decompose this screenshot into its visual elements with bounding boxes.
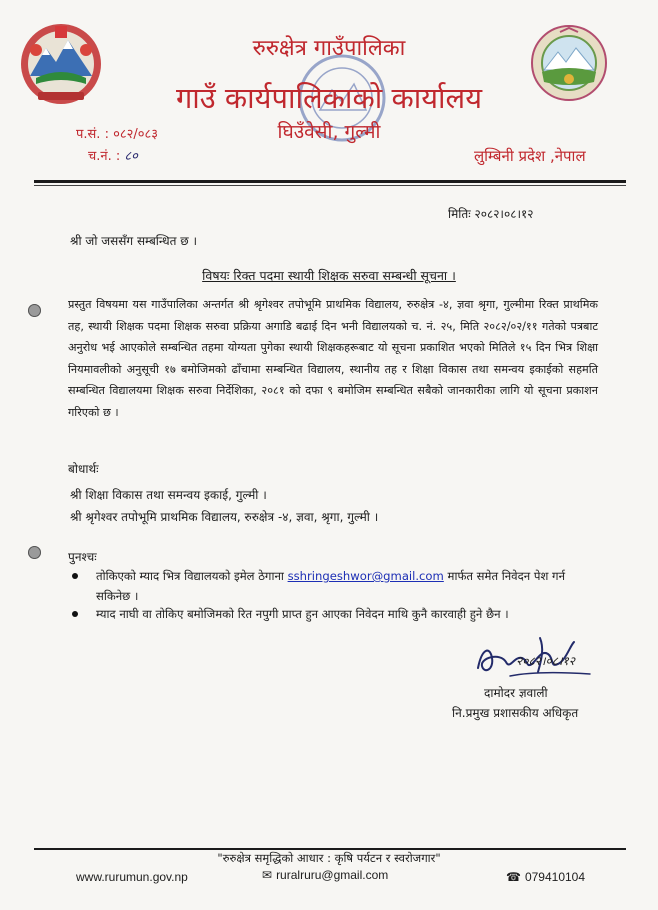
office-location: घिउँवेसी, गुल्मी: [277, 121, 381, 143]
signature-date: २०८२।०८।१२: [516, 654, 576, 668]
addressee: श्री जो जससँग सम्बन्धित छ ।: [70, 234, 198, 248]
header-divider: [34, 180, 626, 183]
reference-number: प.सं. : ०८२/०८३: [76, 127, 159, 142]
note-text: तोकिएको म्याद भित्र विद्यालयको इमेल ठेगाना: [96, 569, 288, 583]
dispatch-number-label: च.नं. :: [88, 149, 121, 164]
note-text: म्याद नाघी वा तोकिए बमोजिमको रित नपुगी प्राप्त हुन आएका निवेदन माथि कुनै कारवाही हुने छैन ।: [96, 607, 509, 621]
cc-recipient: श्री शिक्षा विकास तथा समन्वय इकाई, गुल्मी ।: [70, 488, 267, 502]
footer-motto: "रुरुक्षेत्र समृद्धिको आधार : कृषि पर्यटन र स्वरोजगार": [217, 851, 441, 865]
school-email-link[interactable]: sshringeshwor@gmail.com: [287, 569, 444, 583]
postscript-note: [96, 566, 602, 606]
footer-divider: [34, 848, 626, 850]
province-label: लुम्बिनी प्रदेश ,नेपाल: [474, 147, 586, 165]
footer-phone-number: 079410104: [524, 870, 586, 884]
letter-body: प्रस्तुत विषयमा यस गाउँपालिका अन्तर्गत श्री श्रृगेश्वर तपोभूमि प्राथमिक विद्यालय, रुरुक्षेत्र -४, ज्ञवा श्रृगा, गुल्मीमा रिक्त प्राथमिक तह, स्थायी शिक्षक पदमा शिक्षक सरुवा प्रक्रिया अगाडि बढाई दिन भनी विद्यालयको च. नं. २५, मिति २०८२/०२/११ गतेको पत्रबाट अनुरोध भई आएकोले सम्बन्धित तहमा योग्यता पुगेका स्थायी शिक्षकहरूबाट यो सूचना प्रकाशित भएको मितिले १५ दिन भित्र शिक्षा नियमावलीको अनुसूची १७ बमोजिमको ढाँचामा सम्बन्धित विद्यालय, स्थानीय तह र शिक्षा विकास तथा समन्वय इकाईको सहमति सम्बन्धित विद्यालयमा शिक्षक सरुवा निर्देशिका, २०८१ को दफा ९ बमोजिम सम्बन्धित सबैको जानकारीका लागि यो सूचना प्रकाशन गरिएको छ ।: [68, 298, 598, 419]
dispatch-number-value: ८०: [124, 149, 138, 164]
cc-recipient: श्री श्रृगेश्वर तपोभूमि प्राथमिक विद्यालय, रुरुक्षेत्र -४, ज्ञवा, श्रृगा, गुल्मी ।: [70, 510, 379, 524]
footer-email[interactable]: [262, 868, 388, 882]
telephone-icon: ☎: [506, 870, 521, 884]
postscript-label: पुनश्चः: [68, 550, 97, 564]
letter-date: मितिः २०८२।०८।१२: [448, 207, 534, 221]
bullet-icon: [72, 573, 78, 579]
punch-hole-top: [28, 304, 41, 317]
letter-subject: विषयः रिक्त पदमा स्थायी शिक्षक सरुवा सम्बन्धी सूचना ।: [202, 268, 456, 283]
municipality-name: रुरुक्षेत्र गाउँपालिका: [252, 36, 406, 61]
note-text: मार्फत समेत निवेदन पेश गर्न सकिनेछ ।: [96, 569, 566, 603]
envelope-icon: ✉: [262, 868, 273, 882]
bullet-icon: [72, 611, 78, 617]
signer-name: दामोदर ज्ञवाली: [484, 686, 548, 700]
office-name: गाउँ कार्यपालिकाको कार्यालय: [175, 81, 483, 115]
dispatch-number-row: [88, 146, 138, 164]
postscript-note: [96, 604, 602, 624]
footer-phone: [506, 870, 585, 884]
header-divider-thin: [34, 185, 626, 186]
footer-email-address: ruralruru@gmail.com: [276, 868, 389, 882]
signer-title: नि.प्रमुख प्रशासकीय अधिकृत: [452, 706, 579, 720]
bodharth-label: बोधार्थः: [68, 462, 99, 476]
footer-website[interactable]: www.rurumun.gov.np: [76, 870, 188, 884]
punch-hole-bottom: [28, 546, 41, 559]
